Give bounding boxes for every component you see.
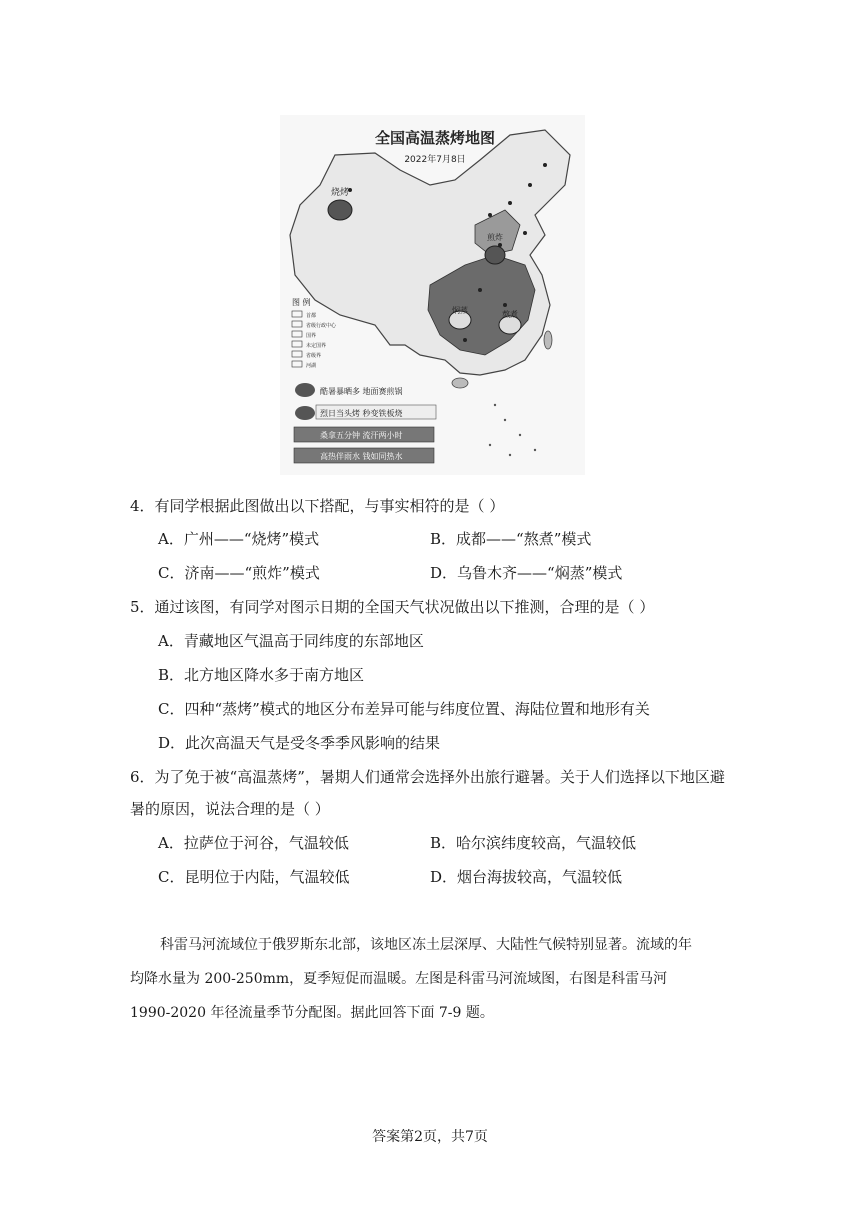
svg-text:桑拿五分钟 流汗两小时: 桑拿五分钟 流汗两小时: [320, 431, 403, 440]
question-5-option-c: C．四种“蒸烤”模式的地区分布差异可能与纬度位置、海陆位置和地形有关: [158, 700, 650, 718]
china-heat-map: [280, 115, 585, 475]
question-5-option-b: B．北方地区降水多于南方地区: [158, 666, 365, 684]
svg-text:国界: 国界: [306, 333, 317, 339]
svg-text:图 例: 图 例: [292, 298, 311, 307]
question-4-option-a: A．广州——“烧烤”模式: [158, 530, 320, 548]
heat-map-figure: [280, 115, 585, 475]
question-6-option-d: D．烟台海拔较高，气温较低: [430, 868, 623, 886]
question-6-option-a: A．拉萨位于河谷，气温较低: [158, 834, 349, 852]
question-4-option-b: B．成都——“熬煮”模式: [430, 530, 592, 548]
question-5-option-d: D．此次高温天气是受冬季季风影响的结果: [158, 734, 441, 752]
page-footer: 答案第2页，共7页: [372, 1129, 488, 1145]
map-title: 全国高温蒸烤地图: [374, 129, 496, 147]
svg-text:省级行政中心: 省级行政中心: [306, 323, 337, 329]
mascot-mid: [485, 232, 505, 264]
mode-item-1: [295, 383, 403, 397]
question-4-option-d: D．乌鲁木齐——“焖蒸”模式: [430, 564, 623, 582]
mascot-top-left: [328, 186, 352, 220]
question-5-stem: 5．通过该图，有同学对图示日期的全国天气状况做出以下推测，合理的是（ ）: [130, 598, 655, 616]
passage-line-1: 科雷马河流域位于俄罗斯东北部，该地区冻土层深厚、大陆性气候特别显著。流域的年: [160, 937, 692, 953]
question-6-option-b: B．哈尔滨纬度较高，气温较低: [430, 834, 637, 852]
svg-text:河湖: 河湖: [306, 363, 317, 369]
svg-text:省级界: 省级界: [306, 353, 322, 359]
svg-text:未定国界: 未定国界: [306, 343, 327, 349]
mascot-right: [499, 309, 521, 334]
passage-line-2: 均降水量为 200-250mm，夏季短促而温暖。左图是科雷马河流域图，右图是科雷马河: [130, 971, 668, 987]
mode-item-3: [294, 427, 434, 442]
question-6-stem-line2: 暑的原因，说法合理的是（ ）: [130, 800, 330, 818]
hainan-island: [452, 378, 468, 388]
question-4-option-c: C．济南——“煎炸”模式: [158, 564, 320, 582]
svg-text:煎炸: 煎炸: [487, 233, 503, 242]
sea-islands: [489, 404, 536, 456]
country-outline: [290, 130, 570, 375]
mascot-left: [449, 305, 471, 329]
mode-item-2: [295, 405, 436, 420]
question-5-option-a: A．青藏地区气温高于同纬度的东部地区: [158, 632, 424, 650]
mode-item-4: [294, 448, 434, 463]
svg-text:首都: 首都: [306, 313, 317, 319]
svg-text:熬煮: 熬煮: [502, 310, 518, 319]
taiwan-island: [544, 331, 552, 349]
question-4-stem: 4．有同学根据此图做出以下搭配，与事实相符的是（ ）: [130, 497, 505, 515]
question-6-option-c: C．昆明位于内陆，气温较低: [158, 868, 350, 886]
passage-line-3: 1990-2020 年径流量季节分配图。据此回答下面 7-9 题。: [130, 1005, 494, 1021]
question-6-stem-line1: 6．为了免于被“高温蒸烤”，暑期人们通常会选择外出旅行避暑。关于人们选择以下地区避: [130, 768, 725, 786]
svg-text:烈日当头烤 秒变铁板烧: 烈日当头烤 秒变铁板烧: [320, 409, 403, 418]
svg-text:烧烤: 烧烤: [330, 188, 350, 198]
svg-text:高热伴雨水 钱如同热水: 高热伴雨水 钱如同热水: [320, 452, 403, 461]
svg-text:酷暑暴晒多 地面赛煎锅: 酷暑暴晒多 地面赛煎锅: [320, 387, 403, 396]
map-date: 2022年7月8日: [404, 155, 466, 165]
svg-text:焖蒸: 焖蒸: [452, 306, 468, 315]
